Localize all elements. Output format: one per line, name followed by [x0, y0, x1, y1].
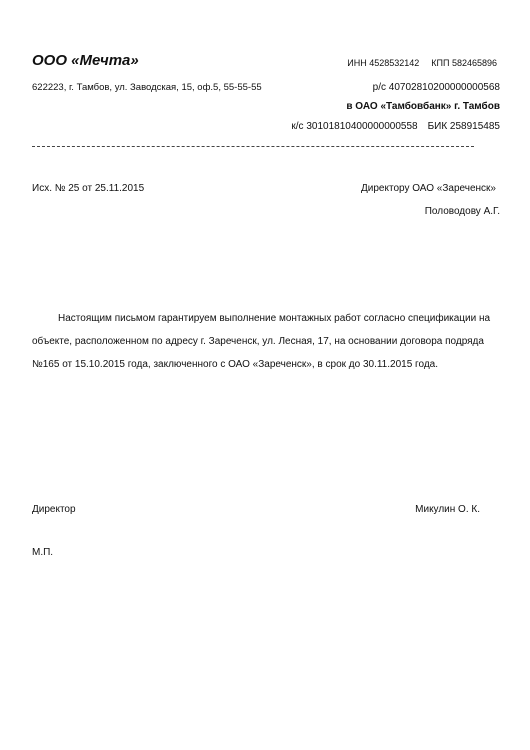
- outgoing-reference: Исх. № 25 от 25.11.2015: [32, 183, 145, 194]
- bank-name: в ОАО «Тамбовбанк» г. Тамбов: [346, 101, 500, 112]
- stamp-place: М.П.: [32, 547, 54, 558]
- signatory-name: Микулин О. К.: [415, 504, 480, 515]
- body-line: объекте, расположенном по адресу г. Зареченск, ул. Лесная, 17, на основании договора подряда: [32, 336, 484, 347]
- company-address: 622223, г. Тамбов, ул. Заводская, 15, оф.5, 55-55-55: [32, 82, 262, 93]
- bank-account: р/с 40702810200000000568: [372, 82, 500, 93]
- body-line: Настоящим письмом гарантируем выполнение монтажных работ согласно спецификации на: [58, 313, 491, 324]
- bik-number: БИК 258915485: [427, 121, 500, 132]
- corr-account: к/с 30101810400000000558: [291, 121, 418, 132]
- kpp-number: КПП 582465896: [431, 58, 497, 68]
- corr-account-line: [291, 121, 500, 132]
- body-line: №165 от 15.10.2015 года, заключенного с ОАО «Зареченск», в срок до 30.11.2015 года.: [32, 359, 438, 370]
- signatory-role: Директор: [32, 504, 76, 515]
- header-divider: [32, 146, 474, 147]
- company-name: ООО «Мечта»: [32, 52, 139, 69]
- tax-ids: [347, 58, 497, 68]
- recipient-position: Директору ОАО «Зареченск»: [361, 183, 496, 194]
- recipient-name: Половодову А.Г.: [424, 206, 500, 217]
- inn-number: ИНН 4528532142: [347, 58, 420, 68]
- letter-body: [32, 307, 498, 376]
